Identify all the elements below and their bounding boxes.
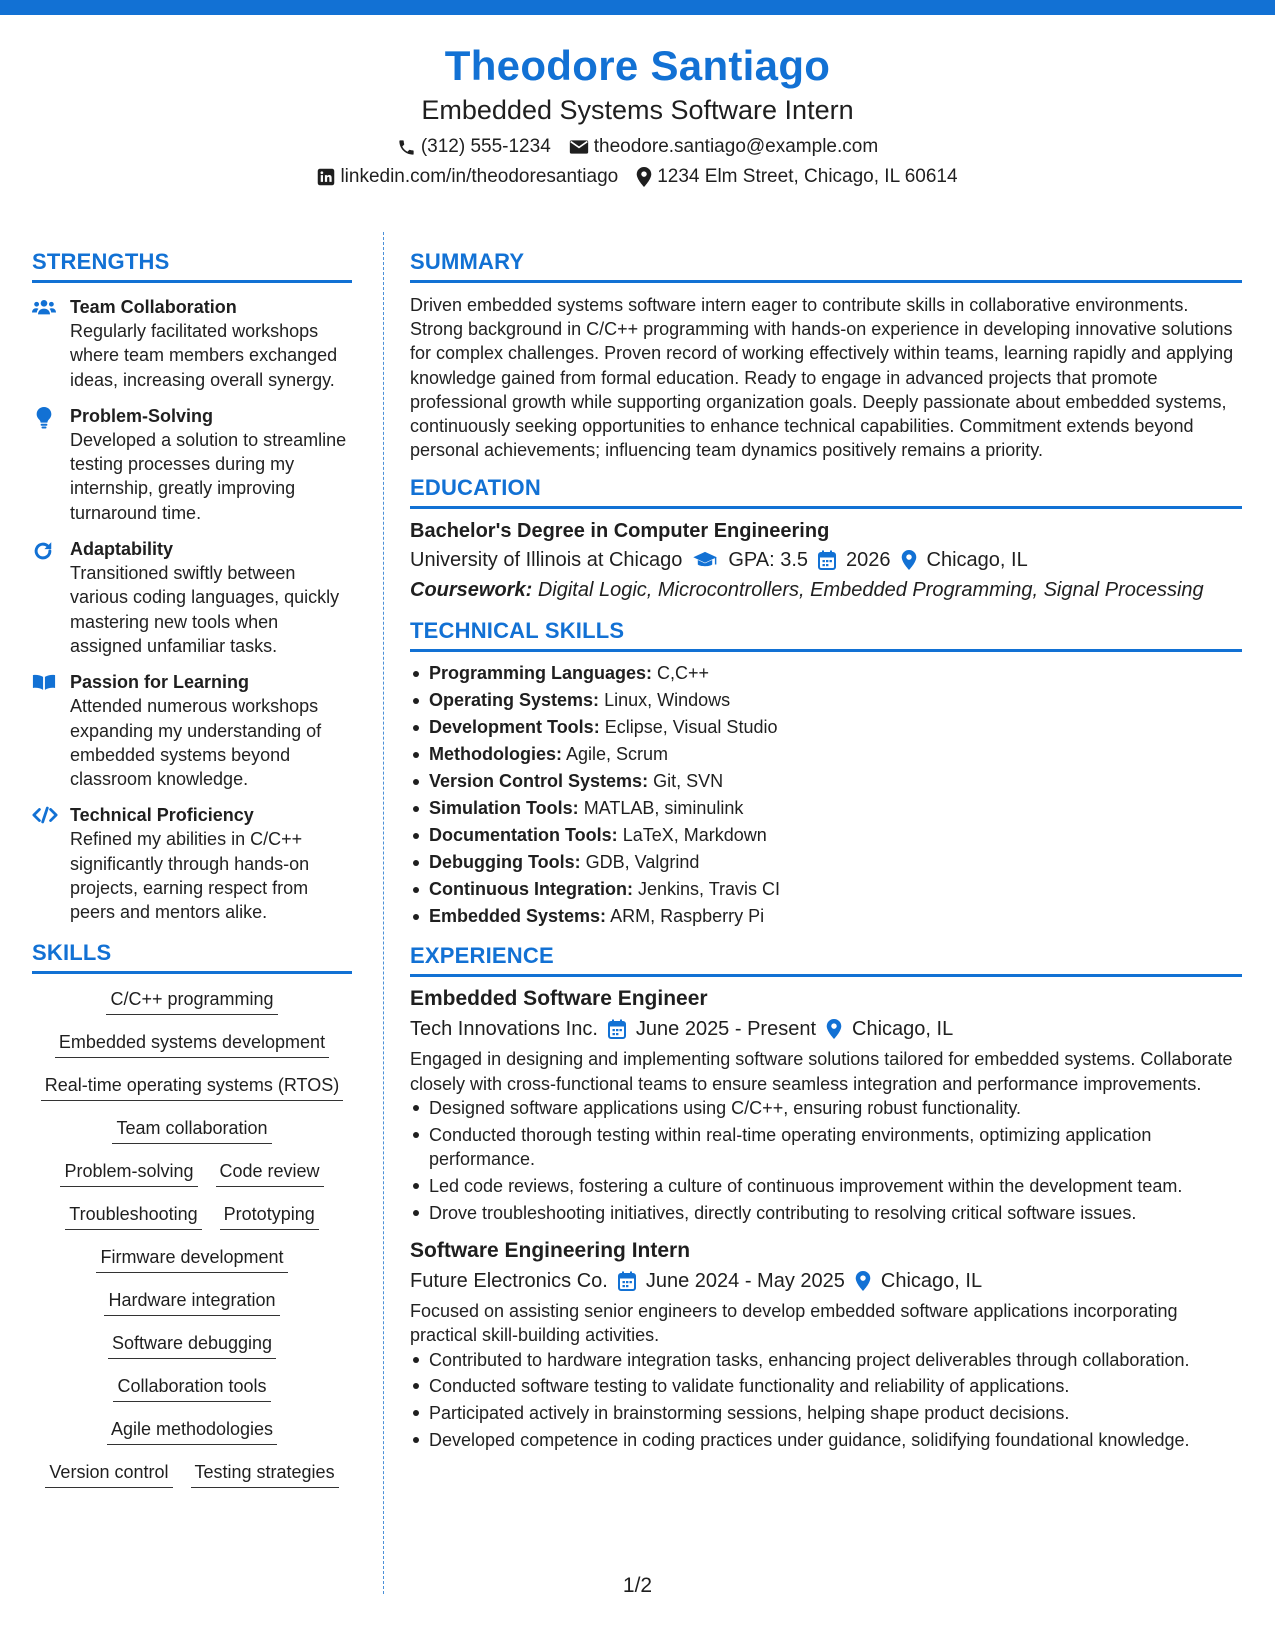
skill-tag: Troubleshooting — [65, 1201, 201, 1230]
linkedin-icon — [317, 168, 335, 186]
technical-skills-list — [410, 660, 1242, 930]
strength-name: Problem-Solving — [70, 405, 214, 426]
strength-name: Adaptability — [70, 539, 174, 560]
technical-skills-section — [410, 617, 1242, 930]
strength-item — [32, 404, 352, 525]
strength-desc: Developed a solution to streamline testing processes during my internship, greatly improving turnaround time. — [70, 429, 347, 523]
job-meta — [410, 1013, 1242, 1045]
strength-item — [32, 803, 352, 924]
job-location: Chicago, IL — [880, 1270, 983, 1292]
contact-phone — [397, 132, 551, 162]
candidate-title: Embedded Systems Software Intern — [421, 95, 854, 125]
list-item: Designed software applications using C/C++, ensuring robust functionality. — [410, 1096, 1242, 1120]
coursework-label: Coursework: — [410, 579, 533, 602]
right-column — [410, 248, 1242, 1464]
phone-icon — [397, 138, 416, 157]
book-icon — [32, 670, 58, 791]
lightbulb-icon — [32, 404, 58, 525]
job-location: Chicago, IL — [852, 1018, 954, 1041]
list-item: Conducted thorough testing within real-time operating environments, optimizing application performance. — [410, 1123, 1242, 1172]
email-text: theodore.santiago@example.com — [593, 136, 879, 157]
contact-address — [636, 162, 957, 192]
job-title: Software Engineering Intern — [410, 1239, 691, 1262]
strengths-heading: STRENGTHS — [32, 248, 352, 283]
calendar-icon — [618, 1271, 636, 1291]
strength-name: Team Collaboration — [70, 297, 237, 317]
calendar-icon — [608, 1019, 626, 1039]
skill-tag: Real-time operating systems (RTOS) — [41, 1072, 343, 1101]
degree-title: Bachelor's Degree in Computer Engineering — [410, 520, 830, 543]
job-dates: June 2024 - May 2025 — [645, 1270, 845, 1292]
skill-tag: Testing strategies — [191, 1459, 339, 1488]
list-item: Version Control Systems: Git, SVN — [410, 768, 1242, 795]
calendar-icon — [818, 550, 836, 570]
left-column — [32, 248, 352, 1488]
job-entry — [410, 1237, 1242, 1452]
contact-email[interactable] — [569, 132, 878, 162]
job-description: Focused on assisting senior engineers to develop embedded software applications incorporating practical skill-building activities. — [410, 1301, 1178, 1346]
list-item: Simulation Tools: MATLAB, siminulink — [410, 795, 1242, 822]
list-item: Conducted software testing to validate functionality and reliability of applications. — [410, 1374, 1242, 1398]
list-item: Developed competence in coding practices under guidance, solidifying foundational knowledge. — [410, 1428, 1242, 1452]
skill-tag: Agile methodologies — [107, 1416, 277, 1445]
gpa-text: GPA: 3.5 — [728, 549, 809, 572]
refresh-icon — [32, 537, 58, 658]
address-text: 1234 Elm Street, Chicago, IL 60614 — [657, 166, 958, 187]
skill-tag: Code review — [216, 1158, 324, 1187]
skills-list — [32, 986, 352, 1488]
list-item: Embedded Systems: ARM, Raspberry Pi — [410, 903, 1242, 930]
skills-heading: SKILLS — [32, 939, 352, 974]
map-pin-icon — [636, 167, 652, 187]
job-description: Engaged in designing and implementing software solutions tailored for embedded systems. Collaborate closely with cross-functional teams to ensure seamless integration and performance improvements. — [410, 1049, 1233, 1094]
job-dates: June 2025 - Present — [635, 1018, 817, 1041]
list-item: Documentation Tools: LaTeX, Markdown — [410, 822, 1242, 849]
code-icon — [32, 803, 58, 924]
summary-section — [410, 248, 1242, 462]
resume-header — [0, 40, 1275, 192]
skill-tag: C/C++ programming — [106, 986, 277, 1015]
strength-name: Passion for Learning — [70, 672, 250, 693]
list-item: Debugging Tools: GDB, Valgrind — [410, 849, 1242, 876]
job-entry — [410, 985, 1242, 1225]
skill-tag: Firmware development — [96, 1244, 287, 1273]
envelope-icon — [569, 139, 589, 155]
candidate-name: Theodore Santiago — [444, 42, 831, 89]
education-heading: EDUCATION — [410, 474, 1242, 509]
map-pin-icon — [855, 1271, 871, 1291]
graduation-cap-icon — [692, 551, 718, 569]
users-icon — [32, 295, 58, 392]
list-item: Methodologies: Agile, Scrum — [410, 741, 1242, 768]
coursework-text: Digital Logic, Microcontrollers, Embedded Programming, Signal Processing — [537, 579, 1204, 602]
experience-section — [410, 942, 1242, 1452]
education-location: Chicago, IL — [926, 549, 1028, 572]
job-meta — [410, 1265, 1242, 1297]
skill-tag: Embedded systems development — [55, 1029, 329, 1058]
job-bullets — [410, 1096, 1242, 1225]
summary-heading: SUMMARY — [410, 248, 1242, 283]
column-divider — [383, 232, 384, 1594]
education-meta — [410, 545, 1242, 575]
linkedin-text: linkedin.com/in/theodoresantiago — [340, 166, 619, 187]
contact-linkedin[interactable] — [317, 162, 618, 192]
skill-tag: Software debugging — [108, 1330, 276, 1359]
job-title: Embedded Software Engineer — [410, 987, 708, 1011]
education-section — [410, 474, 1242, 605]
strength-item — [32, 670, 352, 791]
skill-tag: Prototyping — [220, 1201, 319, 1230]
skill-tag: Team collaboration — [112, 1115, 271, 1144]
strength-desc: Transitioned swiftly between various coding languages, quickly mastering new tools when assigned unfamiliar tasks. — [70, 563, 340, 656]
coursework — [410, 575, 1242, 605]
strength-desc: Attended numerous workshops expanding my understanding of embedded systems beyond classroom knowledge. — [70, 696, 322, 790]
strength-desc: Regularly facilitated workshops where team members exchanged ideas, increasing overall synergy. — [70, 321, 338, 390]
list-item: Drove troubleshooting initiatives, directly contributing to resolving critical software issues. — [410, 1201, 1242, 1225]
skill-tag: Version control — [45, 1459, 172, 1488]
list-item: Operating Systems: Linux, Windows — [410, 687, 1242, 714]
technical-skills-heading: TECHNICAL SKILLS — [410, 617, 1242, 652]
school-name: University of Illinois at Chicago — [410, 549, 683, 572]
map-pin-icon — [826, 1019, 842, 1039]
company-name: Tech Innovations Inc. — [410, 1018, 598, 1041]
page-number: 1/2 — [622, 1574, 653, 1597]
list-item: Participated actively in brainstorming sessions, helping shape product decisions. — [410, 1401, 1242, 1425]
list-item: Development Tools: Eclipse, Visual Studio — [410, 714, 1242, 741]
strength-name: Technical Proficiency — [70, 805, 254, 826]
map-pin-icon — [901, 550, 917, 570]
strengths-list — [32, 295, 352, 925]
strength-item — [32, 295, 352, 392]
list-item: Continuous Integration: Jenkins, Travis CI — [410, 876, 1242, 903]
job-bullets — [410, 1348, 1242, 1453]
contact-row-1 — [0, 132, 1275, 162]
summary-text: Driven embedded systems software intern eager to contribute skills in collaborative environments. Strong background in C/C++ programming with hands-on experience in developing innovative solutions for complex challenges. Proven record of working effectively within teams, learning rapidly and applying knowledge gained from formal education. Ready to engage in advanced projects that promote professional growth while supporting organization goals. Deeply passionate about embedded systems, continuously seeking opportunities to enhance technical capabilities. Commitment extends beyond personal achievements; influencing team dynamics positively remains a priority. — [410, 295, 1234, 461]
contact-row-2 — [0, 162, 1275, 192]
phone-text: (312) 555-1234 — [420, 136, 551, 157]
company-name: Future Electronics Co. — [410, 1270, 608, 1292]
strength-desc: Refined my abilities in C/C++ significantly through hands-on projects, earning respect from peers and mentors alike. — [70, 829, 310, 923]
graduation-year: 2026 — [846, 549, 891, 572]
list-item: Led code reviews, fostering a culture of continuous improvement within the development team. — [410, 1174, 1242, 1198]
strength-item — [32, 537, 352, 658]
experience-heading: EXPERIENCE — [410, 942, 1242, 977]
skill-tag: Problem-solving — [60, 1158, 197, 1187]
top-accent-bar — [0, 0, 1275, 15]
skill-tag: Hardware integration — [104, 1287, 279, 1316]
skill-tag: Collaboration tools — [113, 1373, 270, 1402]
list-item: Programming Languages: C,C++ — [410, 660, 1242, 687]
list-item: Contributed to hardware integration tasks, enhancing project deliverables through collaboration. — [410, 1348, 1242, 1372]
